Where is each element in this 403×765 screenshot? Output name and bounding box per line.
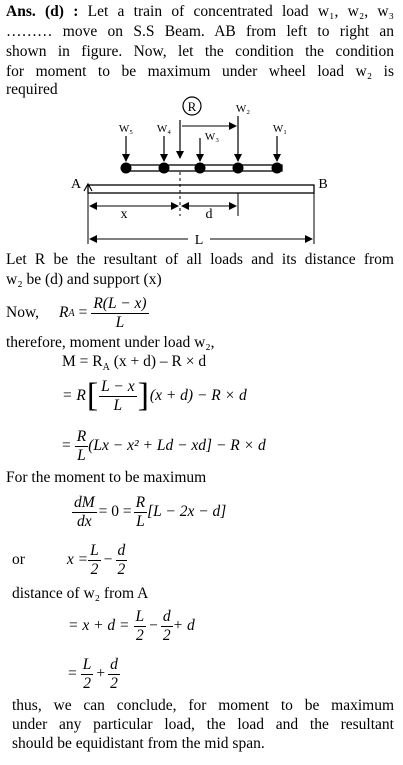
wheel-w4: [159, 163, 170, 174]
answer-label: Ans. (d) :: [6, 3, 79, 20]
eq-dm-den: dx: [77, 512, 92, 530]
intro-line-1: [6, 2, 394, 22]
eq-dist2-op: +: [96, 665, 106, 682]
para1-line-1: Let R be the resultant of all loads and its distance from: [6, 251, 394, 268]
eq-dist2-lead: =: [68, 665, 77, 682]
eq-dist1-den2: 2: [162, 626, 171, 644]
equation-dist2: [68, 652, 120, 696]
intro-line-2: ……… move on S.S Beam. AB from left to right an: [6, 23, 394, 40]
equation-ra: Now, R A = $\frac{R(L - x)}{L}$: [6, 294, 147, 331]
intro-text: Let a train of concentrated load w₁, w₂, w₃: [87, 3, 394, 20]
eq-dist1-num2: d: [162, 607, 171, 625]
eq-or-word: or: [12, 551, 25, 568]
eq-dist1-den1: 2: [135, 626, 144, 644]
eq-dist2-den2: 2: [110, 674, 118, 692]
eq-m3-fraction: [75, 428, 88, 465]
eq-or-frac2: [116, 542, 128, 579]
eq-ra-prefix: Now,: [6, 304, 40, 321]
load-label-w1: W₁: [272, 123, 288, 135]
eq-ra-fraction: [91, 295, 148, 332]
beam-diagram: [0, 92, 403, 252]
eq-m3-tail: (Lx − x² + Ld − xd] − R × d: [88, 437, 266, 454]
beam: [88, 185, 314, 193]
para1-line-2: w₂ be (d) and support (x): [6, 271, 162, 288]
eq-or-lhs: x =: [66, 551, 89, 568]
eq-ra-sub: A: [68, 307, 75, 319]
resultant-label: R: [187, 99, 197, 114]
eq-m2-fraction: [99, 378, 136, 415]
equation-dm: [72, 488, 226, 536]
eq-ra-num: R(L − x): [93, 294, 147, 312]
eq-dm-fraction-2: [134, 494, 147, 531]
load-label-w4: W₄: [156, 123, 172, 135]
eq-m2-den: L: [113, 396, 123, 414]
eq-dist1-num1: L: [135, 607, 145, 625]
eq-m1-sub: A: [102, 362, 110, 374]
wheel-w5: [121, 163, 132, 174]
load-label-w2: W₂: [235, 103, 251, 115]
equation-m2: = R [ $\frac{L - x}{L}$ ] (x + d) − R × d: [62, 377, 247, 414]
eq-dist1-op: −: [149, 617, 158, 634]
eq-dist2-frac2: [108, 656, 120, 693]
para3: For the moment to be maximum: [6, 469, 207, 486]
eq-dist2-num1: L: [82, 655, 92, 673]
eq-dist1-tail: + d: [172, 617, 195, 634]
eq-or-op: −: [103, 551, 113, 568]
eq-m2-num: L − x: [101, 377, 135, 395]
intro-line-4: for moment to be maximum under wheel load w₂ is: [6, 63, 394, 80]
eq-dist1-lead: = x + d =: [68, 617, 130, 634]
eq-m1-rest: (x + d) – R × d: [109, 353, 207, 370]
eq-m3-num: R: [76, 427, 87, 445]
support-a-label: A: [70, 177, 82, 192]
eq-dm-den2: L: [136, 512, 145, 530]
intro-line-3: shown in figure. Now, let the condition the condition: [6, 43, 394, 60]
wheel-w1: [272, 163, 283, 174]
eq-dm-num: dM: [74, 493, 95, 511]
intro-line-5: required: [6, 81, 58, 98]
support-b-label: B: [318, 177, 328, 192]
dim-l-label: L: [194, 233, 204, 248]
eq-dist2-num2: d: [110, 655, 118, 673]
equation-or: [12, 538, 127, 582]
eq-m2-lead: = R: [62, 387, 86, 404]
eq-dm-mid: = 0 =: [98, 503, 132, 520]
eq-dist1-frac2: [161, 608, 173, 645]
eq-or-den2: 2: [117, 560, 126, 578]
equation-dist1: [68, 604, 195, 648]
eq-dm-num2: R: [135, 493, 146, 511]
eq-or-den1: 2: [90, 560, 99, 578]
eq-dist2-frac1: [81, 656, 94, 693]
dim-x-label: x: [120, 207, 128, 222]
eq-ra-lhs: R: [59, 304, 69, 321]
eq-or-num1: L: [90, 541, 99, 559]
eq-m2-tail: (x + d) − R × d: [149, 387, 247, 404]
equation-m3: = $\frac{R}{L}$ (Lx − x² + Ld − xd] − R × d: [62, 427, 266, 464]
eq-or-num2: d: [117, 541, 126, 559]
para2: therefore, moment under load w₂,: [6, 334, 215, 351]
para4: distance of w₂ from A: [12, 585, 149, 602]
load-label-w5: W₅: [118, 123, 134, 135]
eq-m1-lead: M = R: [62, 353, 103, 370]
eq-dm-tail: [L − 2x − d]: [147, 503, 227, 520]
conclusion-line-2: under any particular load, the load and the resultant: [12, 716, 394, 733]
wheel-w2: [233, 163, 244, 174]
wheel-w3: [195, 163, 206, 174]
conclusion-line-3: should be equidistant from the mid span.: [12, 735, 265, 752]
eq-ra-den: L: [115, 313, 125, 331]
conclusion-line-1: thus, we can conclude, for moment to be maximum: [12, 697, 394, 714]
load-label-w3: W₃: [204, 131, 220, 143]
eq-m3-den: L: [77, 446, 86, 464]
dim-d-label: d: [205, 207, 213, 222]
eq-dist1-frac1: [134, 608, 147, 645]
eq-dm-fraction: [72, 494, 97, 531]
equation-m1: [62, 353, 206, 373]
eq-dist2-den1: 2: [83, 674, 91, 692]
eq-or-frac1: [88, 542, 101, 579]
